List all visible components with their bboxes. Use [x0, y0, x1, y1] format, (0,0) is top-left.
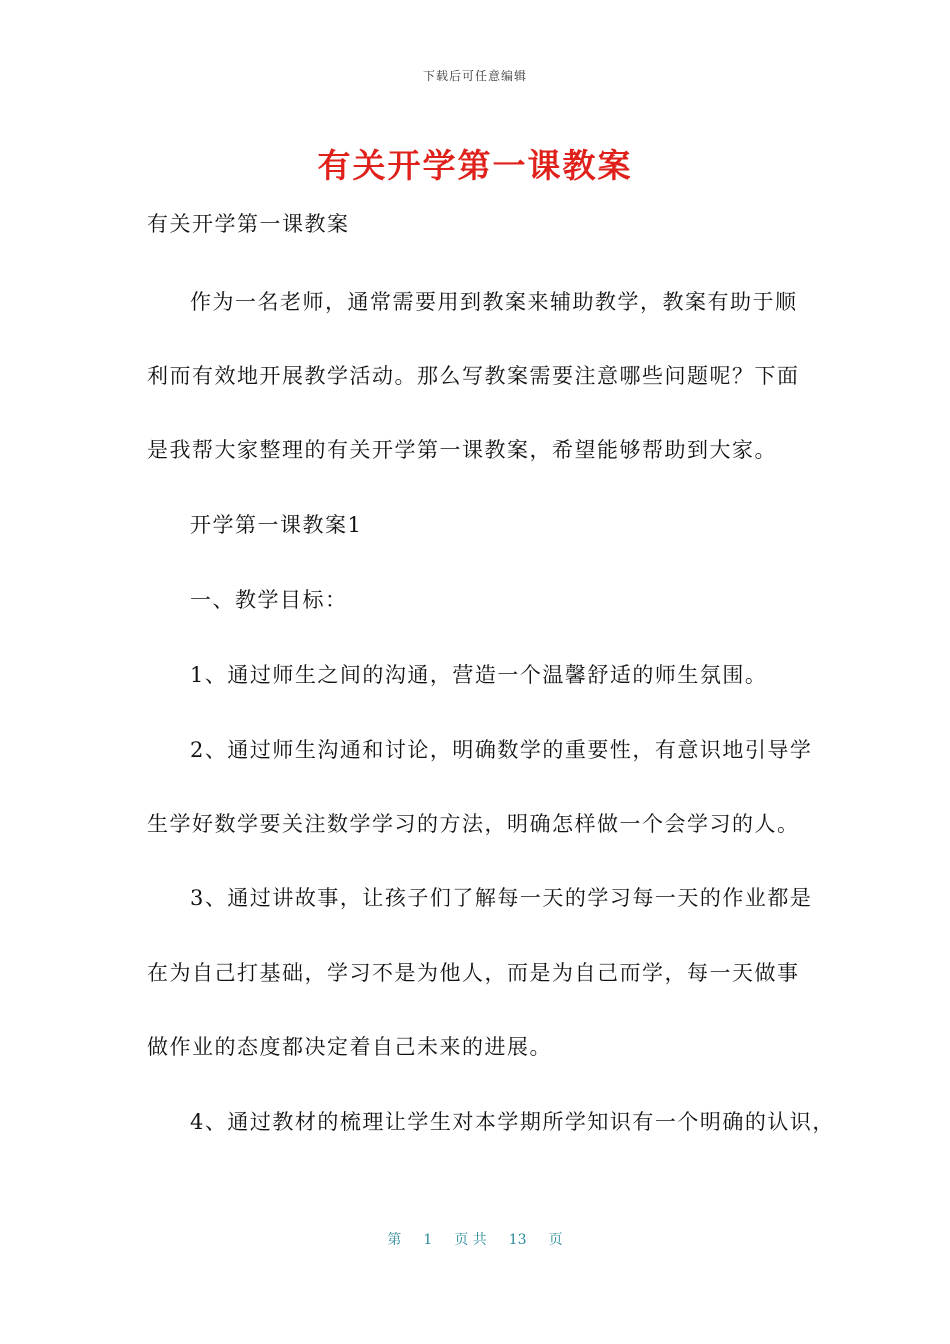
- section-heading: 开学第一课教案1: [190, 513, 363, 537]
- paragraph-line: 作为一名老师，通常需要用到教案来辅助教学，教案有助于顺: [190, 290, 798, 314]
- paragraph-line: 2、通过师生沟通和讨论，明确数学的重要性，有意识地引导学: [190, 738, 813, 762]
- paragraph-line: 利而有效地开展教学活动。那么写教案需要注意哪些问题呢？下面: [147, 364, 800, 388]
- paragraph-line: 在为自己打基础，学习不是为他人，而是为自己而学，每一天做事: [147, 961, 800, 985]
- page-footer: [0, 1229, 950, 1249]
- footer-middle: 页 共: [454, 1232, 487, 1248]
- document-title: 有关开学第一课教案: [317, 146, 633, 185]
- footer-prefix: 第: [387, 1232, 402, 1248]
- footer-page-number: 1: [423, 1232, 433, 1248]
- subsection-heading: 一、教学目标：: [190, 588, 348, 612]
- paragraph-line: 4、通过教材的梳理让学生对本学期所学知识有一个明确的认识，: [190, 1110, 835, 1134]
- paragraph-line: 是我帮大家整理的有关开学第一课教案，希望能够帮助到大家。: [147, 438, 777, 462]
- paragraph-line: 1、通过师生之间的沟通，营造一个温馨舒适的师生氛围。: [190, 663, 768, 687]
- header-note: 下载后可任意编辑: [422, 69, 527, 83]
- paragraph-line: 生学好数学要关注数学学习的方法，明确怎样做一个会学习的人。: [147, 812, 800, 836]
- subtitle-line: 有关开学第一课教案: [147, 212, 350, 236]
- footer-total-pages: 13: [508, 1232, 527, 1248]
- paragraph-line: 做作业的态度都决定着自己未来的进展。: [147, 1035, 552, 1059]
- footer-suffix: 页: [548, 1232, 563, 1248]
- paragraph-line: 3、通过讲故事，让孩子们了解每一天的学习每一天的作业都是: [190, 886, 813, 910]
